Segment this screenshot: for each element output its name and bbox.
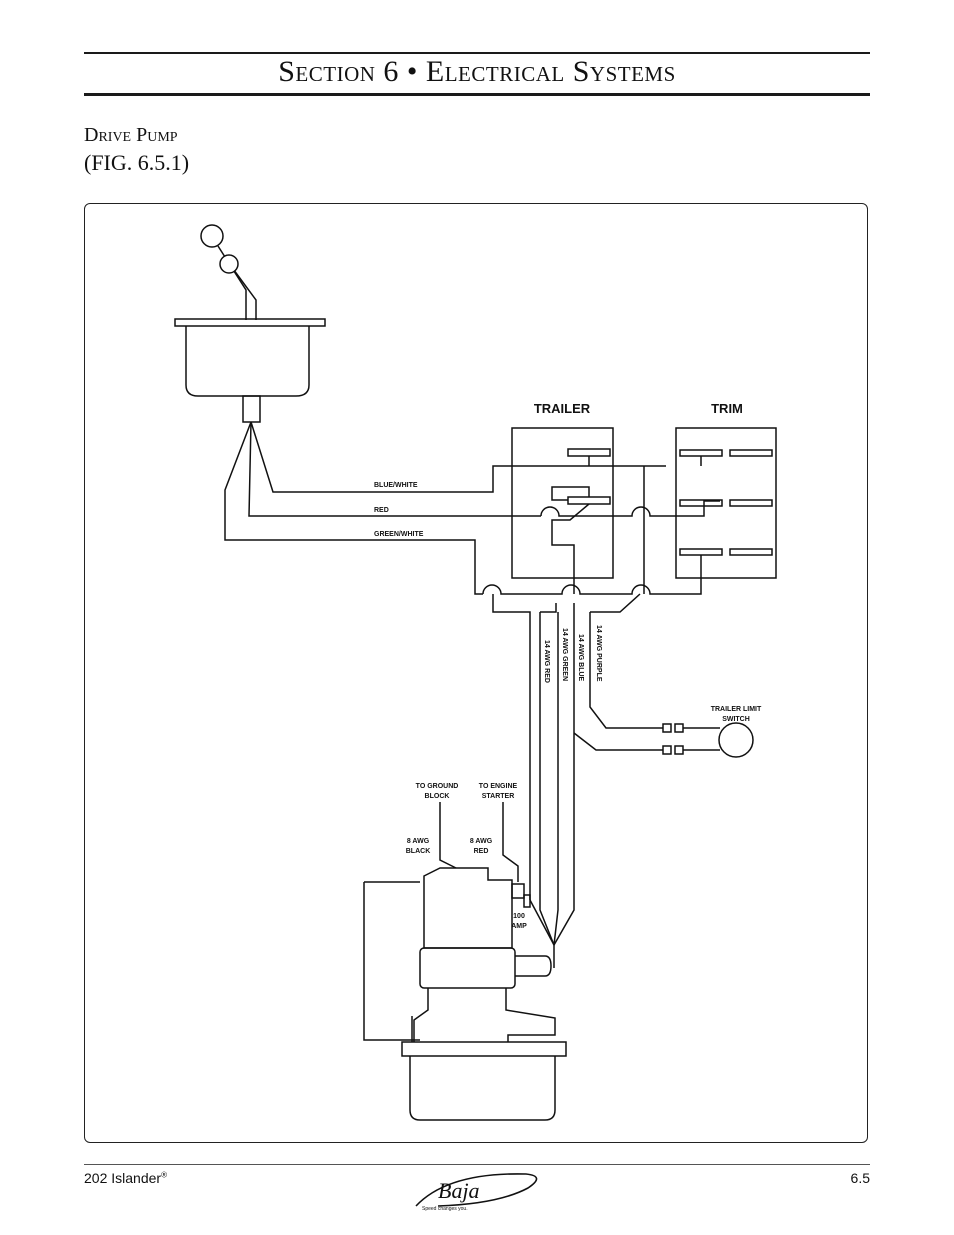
trailer-limit-switch-icon xyxy=(719,723,753,757)
footer-model xyxy=(84,1170,167,1186)
ground-label-1: TO GROUND xyxy=(415,783,459,790)
figure-reference: (FIG. 6.5.1) xyxy=(84,150,190,175)
ground-gauge-2: BLACK xyxy=(405,848,431,855)
trailer-limit-label-1: TRAILER LIMIT xyxy=(710,706,762,713)
footer-rule xyxy=(84,1164,870,1165)
drive-pump xyxy=(364,868,566,1120)
starter-gauge-1: 8 AWG xyxy=(469,838,493,845)
logo-text: Baja xyxy=(438,1178,480,1203)
ground-gauge-1: 8 AWG xyxy=(406,838,430,845)
starter-label-1: TO ENGINE xyxy=(478,783,518,790)
trailer-switch xyxy=(512,428,613,594)
footer-model-name: 202 Islander xyxy=(84,1170,162,1186)
logo-tagline: Speed changes you. xyxy=(422,1206,468,1212)
control-lever xyxy=(175,225,325,422)
trailer-limit-label-2: SWITCH xyxy=(722,716,750,723)
trailer-label: TRAILER xyxy=(533,401,591,416)
wire-label-red: RED xyxy=(374,507,389,514)
baja-logo xyxy=(408,1166,548,1214)
page-number: 6.5 xyxy=(850,1170,870,1186)
fuse-label-1: 100 xyxy=(513,913,525,920)
ground-label-2: BLOCK xyxy=(424,793,450,800)
harness-label-red: 14 AWG RED xyxy=(543,640,550,683)
harness-label-purple: 14 AWG PURPLE xyxy=(595,625,602,682)
wire-label-green-white: GREEN/WHITE xyxy=(374,531,424,538)
harness-label-green: 14 AWG GREEN xyxy=(561,628,568,682)
fuse-label-2: AMP xyxy=(511,923,527,930)
section-subtitle: Drive Pump xyxy=(84,124,178,146)
trim-switch xyxy=(644,428,776,594)
harness-label-blue: 14 AWG BLUE xyxy=(577,634,584,682)
page-title: Section 6 • Electrical Systems xyxy=(278,55,676,88)
trim-label: TRIM xyxy=(711,401,743,416)
starter-gauge-2: RED xyxy=(473,848,489,855)
starter-label-2: STARTER xyxy=(481,793,515,800)
wire-label-blue-white: BLUE/WHITE xyxy=(374,482,418,489)
footer-reg-mark: ® xyxy=(161,1170,167,1180)
